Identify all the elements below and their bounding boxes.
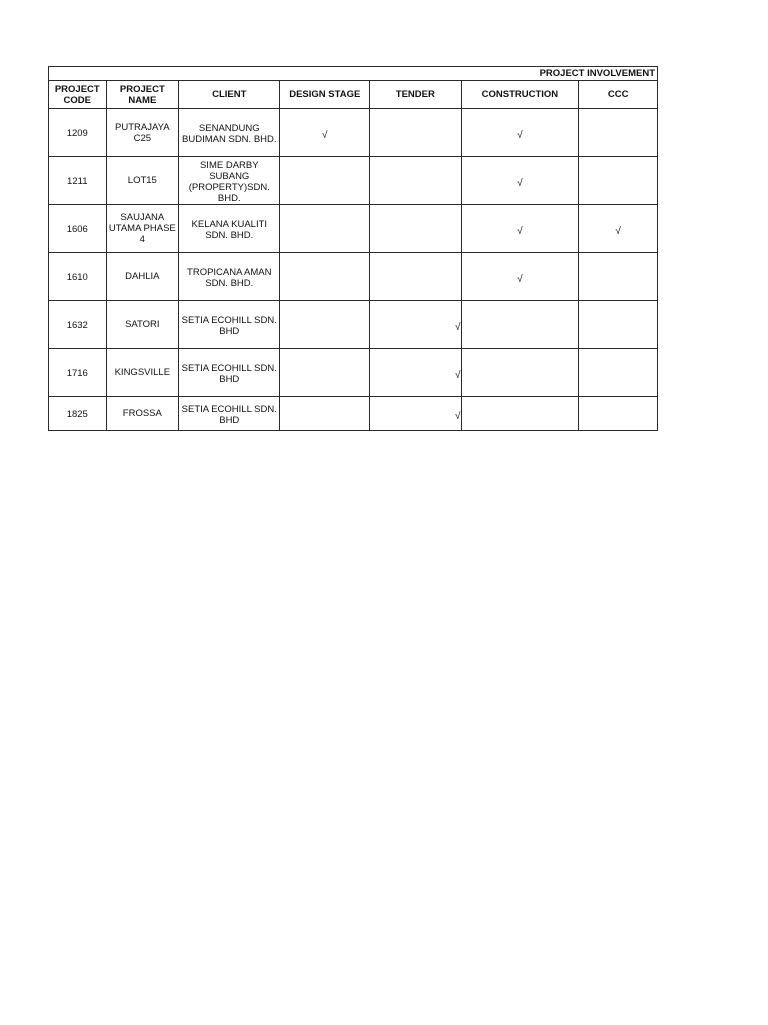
tender-cell: √ [370, 349, 461, 397]
project-name-cell: LOT15 [106, 157, 179, 205]
design-stage-cell [280, 253, 370, 301]
project-name-cell: SAUJANA UTAMA PHASE 4 [106, 205, 179, 253]
construction-cell: √ [461, 205, 579, 253]
design-stage-cell [280, 349, 370, 397]
header-ccc: CCC [579, 81, 658, 109]
project-code-cell: 1825 [49, 397, 107, 431]
header-construction: CONSTRUCTION [461, 81, 579, 109]
ccc-cell [579, 301, 658, 349]
client-cell: SETIA ECOHILL SDN. BHD [179, 349, 280, 397]
client-cell: SENANDUNG BUDIMAN SDN. BHD. [179, 109, 280, 157]
tender-cell: √ [370, 397, 461, 431]
table-row [49, 349, 658, 397]
tender-cell [370, 157, 461, 205]
table-row [49, 301, 658, 349]
design-stage-cell [280, 205, 370, 253]
header-project-code: PROJECT CODE [49, 81, 107, 109]
ccc-cell [579, 157, 658, 205]
project-name-cell: DAHLIA [106, 253, 179, 301]
tender-cell: √ [370, 301, 461, 349]
project-involvement-table [48, 66, 658, 431]
tender-cell [370, 109, 461, 157]
project-name-cell: KINGSVILLE [106, 349, 179, 397]
project-code-cell: 1211 [49, 157, 107, 205]
project-code-cell: 1606 [49, 205, 107, 253]
table-row [49, 157, 658, 205]
construction-cell: √ [461, 157, 579, 205]
header-row [49, 81, 658, 109]
design-stage-cell [280, 157, 370, 205]
ccc-cell: √ [579, 205, 658, 253]
construction-cell: √ [461, 109, 579, 157]
project-code-cell: 1209 [49, 109, 107, 157]
header-design-stage: DESIGN STAGE [280, 81, 370, 109]
project-code-cell: 1632 [49, 301, 107, 349]
ccc-cell [579, 397, 658, 431]
table-fragment-left [48, 66, 658, 426]
client-cell: TROPICANA AMAN SDN. BHD. [179, 253, 280, 301]
table-fragment-right [0, 660, 549, 1000]
client-cell: SETIA ECOHILL SDN. BHD [179, 301, 280, 349]
banner-title: PROJECT INVOLVEMENT [49, 67, 658, 81]
construction-cell [461, 301, 579, 349]
client-cell: KELANA KUALITI SDN. BHD. [179, 205, 280, 253]
banner-row [49, 67, 658, 81]
table-row [49, 109, 658, 157]
project-name-cell: FROSSA [106, 397, 179, 431]
ccc-cell [579, 109, 658, 157]
ccc-cell [579, 349, 658, 397]
design-stage-cell [280, 397, 370, 431]
construction-cell [461, 397, 579, 431]
header-project-name: PROJECT NAME [106, 81, 179, 109]
client-cell: SIME DARBY SUBANG (PROPERTY)SDN. BHD. [179, 157, 280, 205]
tender-cell [370, 205, 461, 253]
construction-cell: √ [461, 253, 579, 301]
design-stage-cell [280, 301, 370, 349]
ccc-cell [579, 253, 658, 301]
table-row [49, 205, 658, 253]
table-row [49, 397, 658, 431]
design-stage-cell: √ [280, 109, 370, 157]
tender-cell [370, 253, 461, 301]
header-client: CLIENT [179, 81, 280, 109]
project-name-cell: SATORI [106, 301, 179, 349]
construction-cell [461, 349, 579, 397]
client-cell: SETIA ECOHILL SDN. BHD [179, 397, 280, 431]
project-name-cell: PUTRAJAYA C25 [106, 109, 179, 157]
table-row [49, 253, 658, 301]
project-code-cell: 1716 [49, 349, 107, 397]
project-code-cell: 1610 [49, 253, 107, 301]
header-tender: TENDER [370, 81, 461, 109]
